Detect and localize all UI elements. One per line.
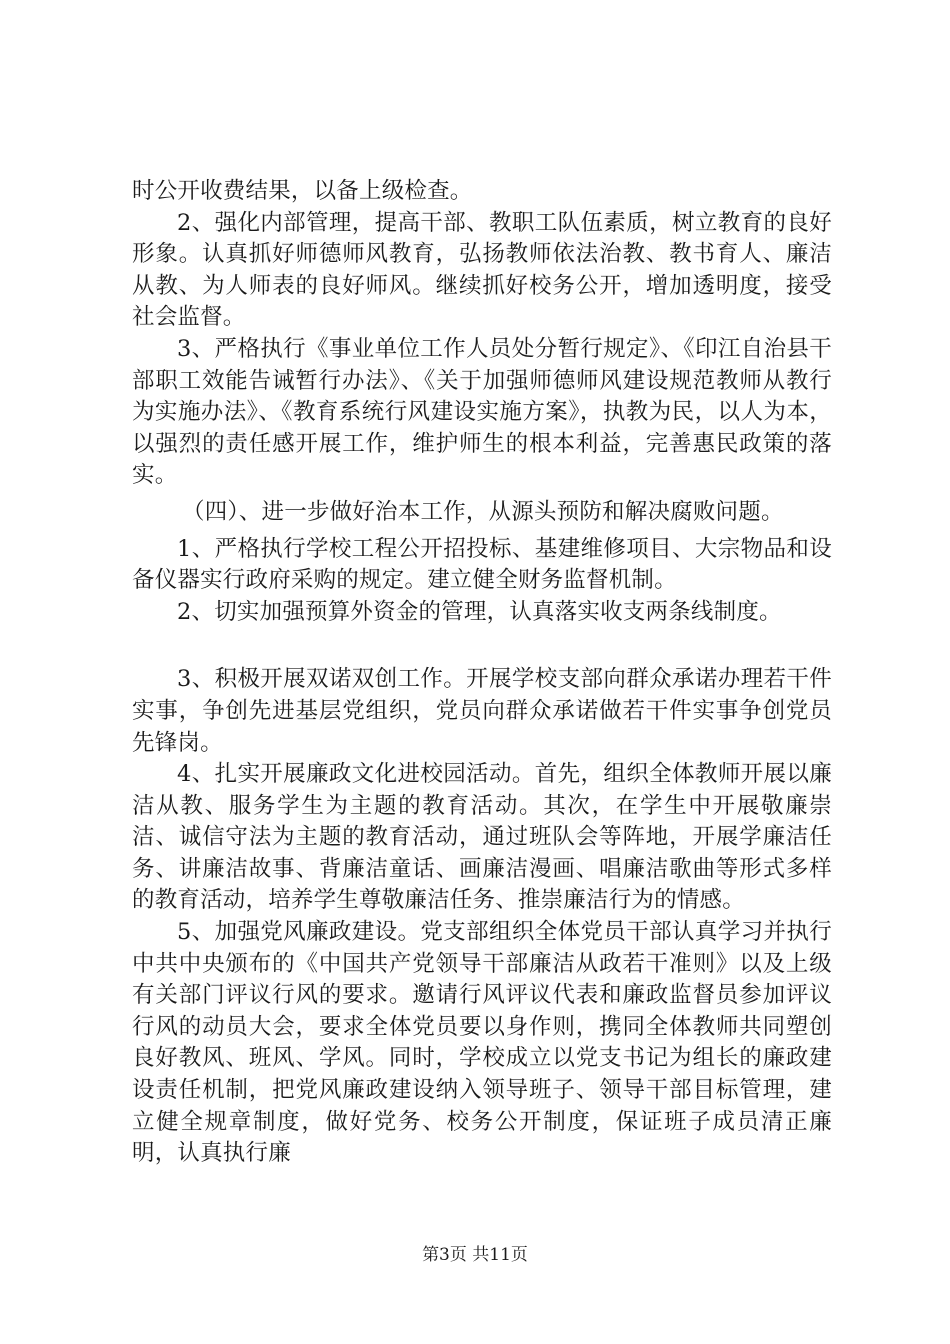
paragraph-continuation: 时公开收费结果，以备上级检查。 (132, 178, 473, 204)
paragraph-sub-item-1: 1、严格执行学校工程公开招投标、基建维修项目、大宗物品和设备仪器实行政府采购的规定。建立健全财务监督机制。 (132, 535, 832, 594)
paragraph-item-2: 2、强化内部管理，提高干部、教职工队伍素质，树立教育的良好形象。认真抓好师德师风教育，弘扬教师依法治教、教书育人、廉洁从教、为人师表的良好师风。继续抓好校务公开，增加透明度，接受社会监督。 (132, 209, 832, 331)
section-heading-4: （四）、进一步做好治本工作，从源头预防和解决腐败问题。 (182, 498, 784, 525)
paragraph-sub-item-5: 5、加强党风廉政建设。党支部组织全体党员干部认真学习并执行中共中央颁布的《中国共产党领导干部廉洁从政若干准则》以及上级有关部门评议行风的要求。邀请行风评议代表和廉政监督员参加评议行风的动员大会，要求全体党员要以身作则，携同全体教师共同塑创良好教风、班风、学风。同时，学校成立以党支书记为组长的廉政建设责任机制，把党风廉政建设纳入领导班子、领导干部目标管理，建立健全规章制度，做好党务、校务公开制度，保证班子成员清正廉明，认真执行廉 (132, 919, 832, 1167)
page-number-footer: 第3页 共11页 (422, 1245, 528, 1265)
document-body (132, 176, 832, 1170)
paragraph-sub-item-4: 4、扎实开展廉政文化进校园活动。首先，组织全体教师开展以廉洁从教、服务学生为主题的教育活动。其次，在学生中开展敬廉崇洁、诚信守法为主题的教育活动，通过班队会等阵地，开展学廉洁任务、讲廉洁故事、背廉洁童话、画廉洁漫画、唱廉洁歌曲等形式多样的教育活动，培养学生尊敬廉洁任务、推崇廉洁行为的情感。 (132, 761, 832, 914)
paragraph-item-3: 3、严格执行《事业单位工作人员处分暂行规定》、《印江自治县干部职工效能告诫暂行办法》、《关于加强师德师风建设规范教师从教行为实施办法》、《教育系统行风建设实施方案》，执教为民，以人为本，以强烈的责任感开展工作，维护师生的根本利益，完善惠民政策的落实。 (132, 335, 832, 489)
paragraph-sub-item-2: 2、切实加强预算外资金的管理，认真落实收支两条线制度。 (177, 598, 782, 625)
paragraph-sub-item-3: 3、积极开展双诺双创工作。开展学校支部向群众承诺办理若干件实事，争创先进基层党组织，党员向群众承诺做若干件实事争创党员先锋岗。 (132, 666, 832, 756)
